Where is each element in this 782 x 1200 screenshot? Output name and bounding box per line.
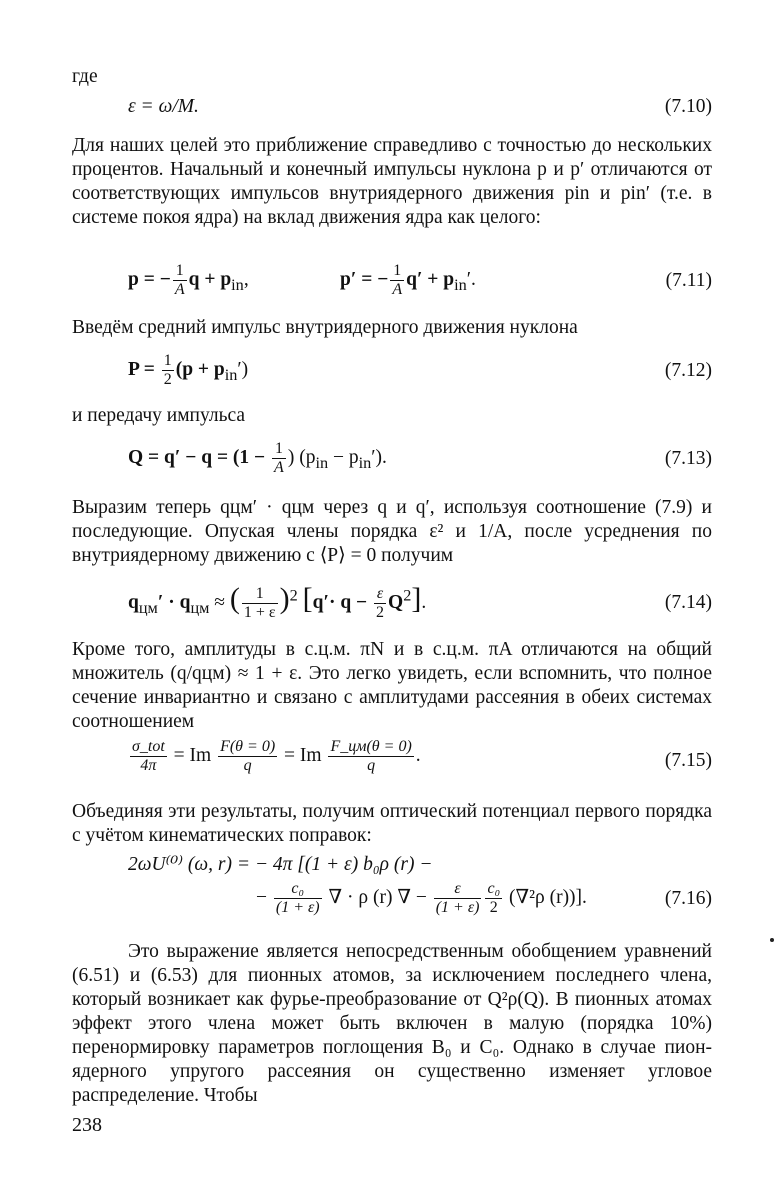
paragraph-5: Кроме того, амплитуды в с.ц.м. πN и в с.ц.м. πA отличаются на общий множитель (q/qцм) ≈ 1 + ε. Это легко увидеть, если вспомнить, что полное сечение инвариантно и связано с амплитудами рассеяния в обеих системах соотношением bbox=[72, 639, 712, 732]
paragraph-4: Выразим теперь qцм′ · qцм через q и q′, используя соотношение (7.9) и последующие. Опуская члены порядка ε² и 1/A, после усреднения по внутриядерному движению с ⟨P⟩ = 0 получим bbox=[72, 497, 712, 566]
equation-number: (7.14) bbox=[664, 592, 712, 613]
equation-number: (7.11) bbox=[665, 270, 712, 291]
equation-number: (7.10) bbox=[664, 96, 712, 117]
equation-number: (7.12) bbox=[664, 360, 712, 381]
paragraph-1: Для наших целей это приближение справедливо с точностью до нескольких процентов. Начальный и конечный импульсы нуклона p и p′ отличаются от соответствующих импульсов внутриядерного движения pin и pin′ (т.е. в системе покоя ядра) на вклад движения ядра как целого: bbox=[72, 135, 712, 228]
equation-7-13: Q = q′ − q = (1 − $\frac{1}{A}$ ) $(p_{in} - p_{in}')$. (7.13) bbox=[128, 440, 712, 476]
intro-word: где bbox=[72, 66, 98, 87]
paragraph-7: Это выражение является непосредственным обобщением уравнений (6.51) и (6.53) для пионных атомов, за исключением последнего члена, который возникает как фурье-преобразование от Q²ρ(Q). В пионных атомах эффект этого члена может быть включен в малую (порядка 10%) перенормировку параметров поглощения B₀ и C₀. Однако в случае пион-ядерного упругого рассеяния он существенно изменяет угловое распределение. Чтобы bbox=[72, 941, 712, 1106]
equation-number: (7.16) bbox=[664, 888, 712, 909]
equation-number: (7.13) bbox=[664, 448, 712, 469]
equation-number: (7.15) bbox=[664, 750, 712, 771]
equation-7-11: p = − $\frac{1}{A}$ $q + p_{in}$, p′ = − $\frac{1}{A}$ $q' + p_{in}'$. (7.11) bbox=[128, 262, 712, 298]
equation-7-12: P = $\frac{1}{2}$ $(p + p_{in}')$ (7.12) bbox=[128, 352, 712, 388]
page-number: 238 bbox=[72, 1114, 102, 1136]
paragraph-3: и передачу импульса bbox=[72, 405, 246, 426]
equation-7-14: $q_{цм}' \cdot q_{цм}$ ≈ ( $\frac{1}{1 + \varepsilon}$ )$^2$ [q′· q − $\frac{\varepsilon}{2}$ $Q^2$]. (7.14) bbox=[128, 582, 712, 622]
equation-7-16: 2ωU⁽⁰⁾ (ω, r) = − 4π [(1 + ε) b₀ρ (r) − − $\frac{\text{c₀}}{(1 + \varepsilon)}$ ∇ · ρ (r) ∇ − $\frac{\varepsilon}{(1 + \varepsilon)}$ $\frac{\text{c₀}}{2}$ (∇²ρ (r))]. (7.16) bbox=[128, 854, 712, 916]
paragraph-2: Введём средний импульс внутриядерного движения нуклона bbox=[72, 317, 578, 338]
stray-mark bbox=[770, 938, 774, 942]
paragraph-6: Объединяя эти результаты, получим оптический потенциал первого порядка с учётом кинематических поправок: bbox=[72, 801, 712, 846]
equation-7-15: $\frac{\text{σ\_tot}}{4\pi}$ = Im $\frac{F(\theta = 0)}{q}$ = Im $\frac{F\_цм(\theta = 0)}{q}$ . (7.15) bbox=[132, 738, 712, 774]
equation-body: ε = ω/M. bbox=[128, 96, 199, 117]
equation-7-10 bbox=[72, 96, 712, 136]
